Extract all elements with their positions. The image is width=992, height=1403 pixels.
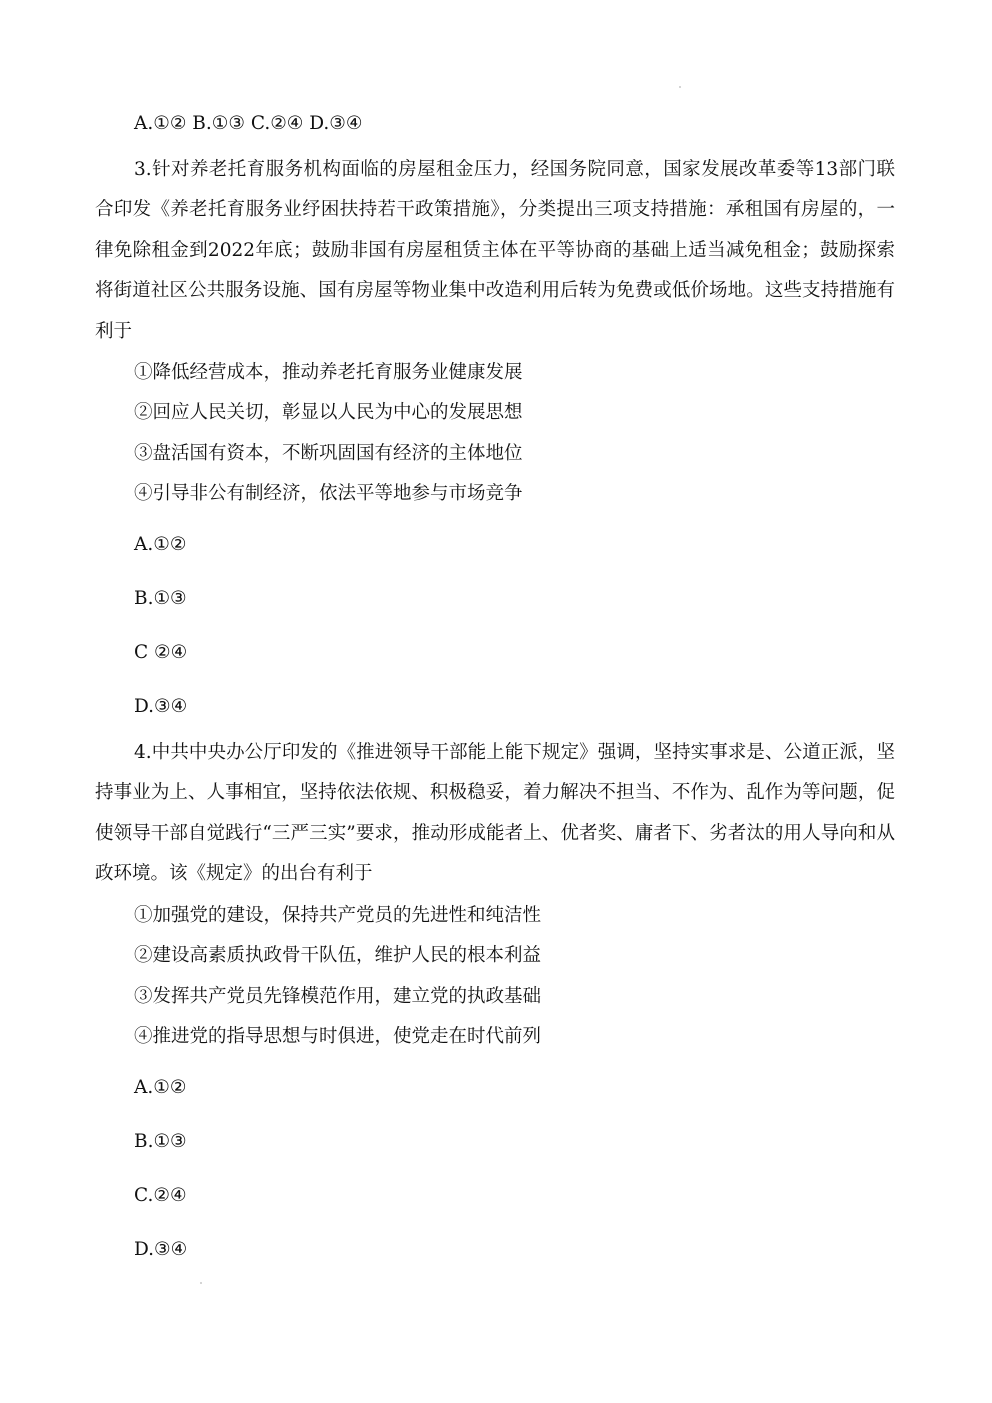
q3-question-stem: 3.针对养老托育服务机构面临的房屋租金压力，经国务院同意，国家发展改革委等13部门联合印发《养老托育服务业纾困扶持若干政策措施》，分类提出三项支持措施：承租国有房屋的，一律免除租金到2022年底；鼓励非国有房屋租赁主体在平等协商的基础上适当减免租金；鼓励探索将街道社区公共服务设施、国有房屋等物业集中改造利用后转为免费或低价场地。这些支持措施有利于: [95, 159, 895, 342]
q4-statement-3: ③发挥共产党员先锋模范作用，建立党的执政基础: [134, 986, 542, 1007]
q3-statement-2: ②回应人民关切，彰显以人民为中心的发展思想: [134, 402, 523, 423]
scan-speck: [200, 1282, 202, 1284]
q2-answer-choices: A.①② B.①③ C.②④ D.③④: [134, 113, 363, 134]
q4-statement-1: ①加强党的建设，保持共产党员的先进性和纯洁性: [134, 905, 542, 926]
q3-statement-1: ①降低经营成本，推动养老托育服务业健康发展: [134, 362, 523, 383]
q4-statement-4: ④推进党的指导思想与时俱进，使党走在时代前列: [134, 1026, 542, 1047]
q3-choice-c: C ②④: [134, 642, 188, 663]
q4-choice-a: A.①②: [134, 1077, 187, 1098]
q3-choice-d: D.③④: [134, 696, 188, 717]
q3-choice-b: B.①③: [134, 588, 187, 609]
q3-statement-4: ④引导非公有制经济，依法平等地参与市场竞争: [134, 483, 523, 504]
q3-choice-a: A.①②: [134, 534, 187, 555]
q4-question-stem: 4.中共中央办公厅印发的《推进领导干部能上能下规定》强调，坚持实事求是、公道正派，坚持事业为上、人事相宜，坚持依法依规、积极稳妥，着力解决不担当、不作为、乱作为等问题，促使领导干部自觉践行“三严三实”要求，推动形成能者上、优者奖、庸者下、劣者汰的用人导向和从政环境。该《规定》的出台有利于: [95, 742, 895, 885]
q4-statement-2: ②建设高素质执政骨干队伍，维护人民的根本利益: [134, 945, 542, 966]
q4-choice-c: C.②④: [134, 1185, 187, 1206]
scan-speck: [679, 86, 681, 88]
q4-choice-d: D.③④: [134, 1239, 188, 1260]
q3-statement-3: ③盘活国有资本，不断巩固国有经济的主体地位: [134, 443, 523, 464]
q4-choice-b: B.①③: [134, 1131, 187, 1152]
